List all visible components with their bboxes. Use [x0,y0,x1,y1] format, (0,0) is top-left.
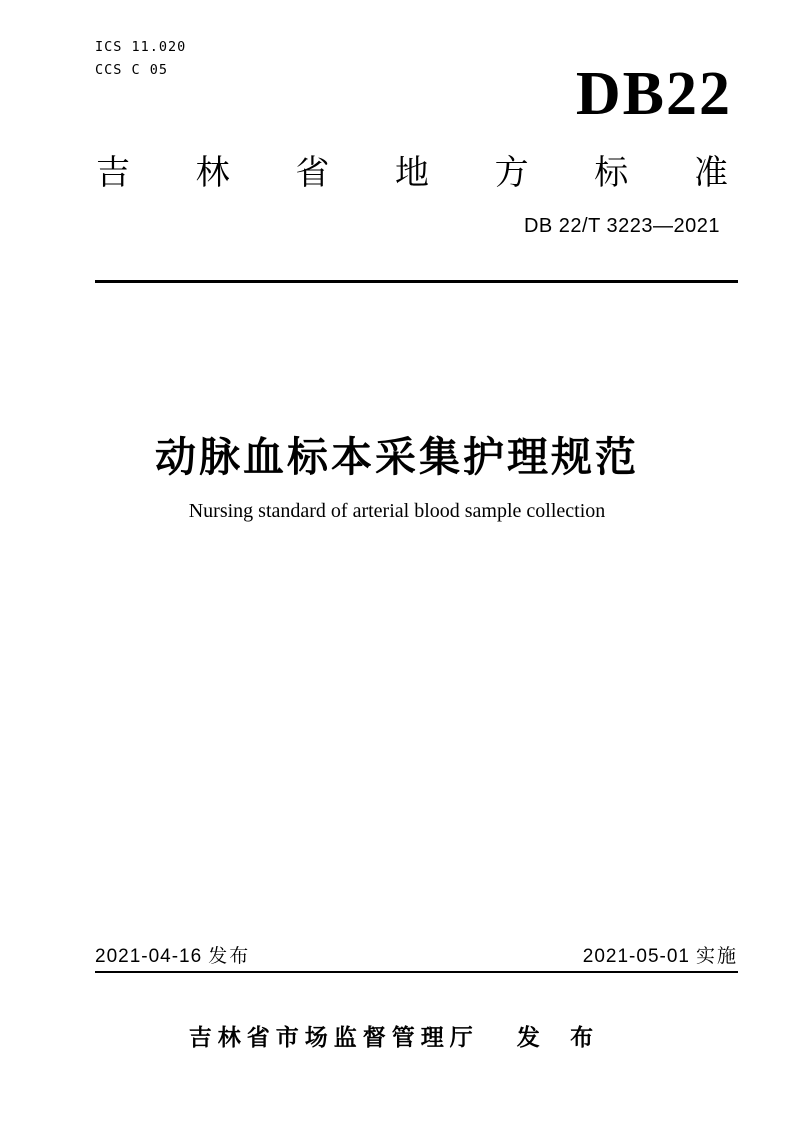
document-title-en: Nursing standard of arterial blood sample collection [188,500,606,522]
implement-date-label: 实施 [695,946,738,967]
publish-label: 发 布 [516,1024,606,1050]
standard-number: DB 22/T 3223—2021 [523,215,720,237]
footer-rule [95,971,738,973]
standard-type-title [96,154,728,192]
standard-type-char: 省 [295,154,330,192]
standard-type-char: 地 [394,154,429,192]
publisher-row [0,1019,794,1052]
standard-type-char: 标 [594,154,629,192]
implement-date-group [583,944,738,970]
issue-date-group [95,944,250,970]
standard-type-char: 吉 [96,154,130,192]
dates-row [95,944,738,970]
standard-type-char: 准 [693,154,728,192]
implement-date: 2021-05-01 [582,946,690,967]
document-title-zh: 动脉血标本采集护理规范 [155,434,639,480]
db-logo: DB22 [575,60,732,128]
ics-code: ICS 11.020 [95,39,187,55]
publisher-name: 吉林省市场监督管理厅 [188,1024,479,1050]
issue-date-label: 发布 [208,946,251,967]
issue-date: 2021-04-16 [95,946,203,967]
classification-codes [95,36,186,82]
standard-type-char: 林 [195,154,230,192]
header-rule [95,280,738,283]
standard-type-char: 方 [494,154,529,192]
ccs-code: CCS C 05 [95,62,169,78]
